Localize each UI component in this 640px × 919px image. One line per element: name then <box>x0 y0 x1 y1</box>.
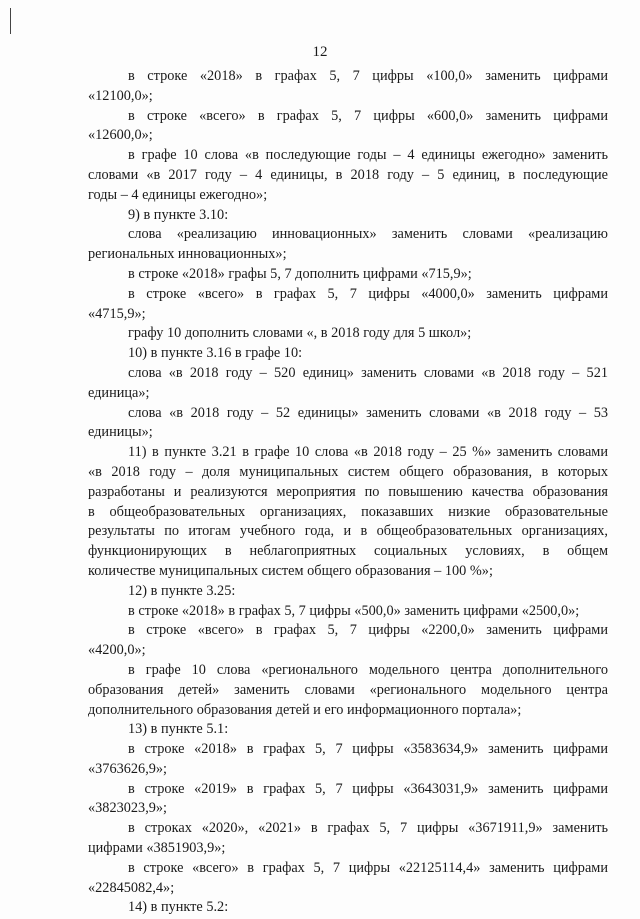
text-line: «22845082,4»; <box>88 879 175 896</box>
text-line: «3763626,9»; <box>88 760 168 777</box>
text-line: в строке «всего» в графах 5, 7 цифры «22125114,4» заменить цифрами <box>128 859 608 876</box>
text-line: в общеобразовательных организациях, показавших низкие образовательные <box>88 503 608 520</box>
text-line: 14) в пункте 5.2: <box>128 899 229 916</box>
text-line: слова «в 2018 году – 520 единиц» заменить словами «в 2018 году – 521 <box>128 364 608 381</box>
text-line: «3823023,9»; <box>88 800 168 817</box>
text-line: результаты по итогам учебного года, и в общеобразовательных организациях, <box>88 523 608 540</box>
text-line: в строках «2020», «2021» в графах 5, 7 цифры «3671911,9» заменить <box>128 820 608 837</box>
text-line: 13) в пункте 5.1: <box>128 721 229 738</box>
text-line: единицы»; <box>88 424 153 441</box>
text-line: «4200,0»; <box>88 642 146 659</box>
text-line: графу 10 дополнить словами «, в 2018 году для 5 школ»; <box>128 325 472 342</box>
text-line: слова «реализацию инновационных» заменить словами «реализацию <box>128 226 608 243</box>
text-line: годы – 4 единицы ежегодно»; <box>88 186 268 203</box>
text-line: единица»; <box>88 384 150 401</box>
text-line: в строке «2018» графы 5, 7 дополнить цифрами «715,9»; <box>128 265 472 282</box>
text-line: в строке «2018» в графах 5, 7 цифры «500,0» заменить цифрами «2500,0»; <box>128 602 580 619</box>
page-number: 12 <box>312 44 328 60</box>
text-line: количестве муниципальных систем общего образования – 100 %»; <box>88 562 493 579</box>
text-line: «12600,0»; <box>88 127 153 144</box>
text-line: «в 2018 году – доля муниципальных систем общего образования, в которых <box>88 463 608 480</box>
text-line: слова «в 2018 году – 52 единицы» заменить словами «в 2018 году – 53 <box>128 404 608 421</box>
text-line: в строке «всего» в графах 5, 7 цифры «600,0» заменить цифрами <box>128 107 608 124</box>
text-line: цифрами «3851903,9»; <box>88 840 226 857</box>
text-line: региональных инновационных»; <box>88 246 287 263</box>
text-line: в строке «всего» в графах 5, 7 цифры «4000,0» заменить цифрами <box>128 285 608 302</box>
text-line: разработаны и реализуются мероприятия по повышению качества образования <box>88 483 608 500</box>
text-line: в графе 10 слова «в последующие годы – 4 единицы ежегодно» заменить <box>128 147 608 164</box>
text-line: дополнительного образования детей и его информационного портала»; <box>88 701 522 718</box>
text-line: 11) в пункте 3.21 в графе 10 слова «в 2018 году – 25 %» заменить словами <box>128 444 608 461</box>
text-line: образования детей» заменить словами «регионального модельного центра <box>88 681 608 698</box>
text-line: в строке «2018» в графах 5, 7 цифры «3583634,9» заменить цифрами <box>128 741 608 758</box>
text-line: 12) в пункте 3.25: <box>128 582 236 599</box>
document-body <box>88 68 608 919</box>
text-line: 9) в пункте 3.10: <box>128 206 229 223</box>
text-line: в строке «всего» в графах 5, 7 цифры «2200,0» заменить цифрами <box>128 622 608 639</box>
text-line: 10) в пункте 3.16 в графе 10: <box>128 345 303 362</box>
text-line: в графе 10 слова «регионального модельного центра дополнительного <box>128 661 608 678</box>
text-line: «4715,9»; <box>88 305 146 322</box>
text-line: словами «в 2017 году – 4 единицы, в 2018 году – 5 единиц, в последующие <box>88 166 608 183</box>
text-line: функционирующих в неблагоприятных социальных условиях, в общем <box>88 543 608 560</box>
text-line: «12100,0»; <box>88 87 153 104</box>
margin-mark <box>10 8 11 34</box>
text-line: в строке «2019» в графах 5, 7 цифры «3643031,9» заменить цифрами <box>128 780 608 797</box>
text-line: в строке «2018» в графах 5, 7 цифры «100,0» заменить цифрами <box>128 68 608 84</box>
